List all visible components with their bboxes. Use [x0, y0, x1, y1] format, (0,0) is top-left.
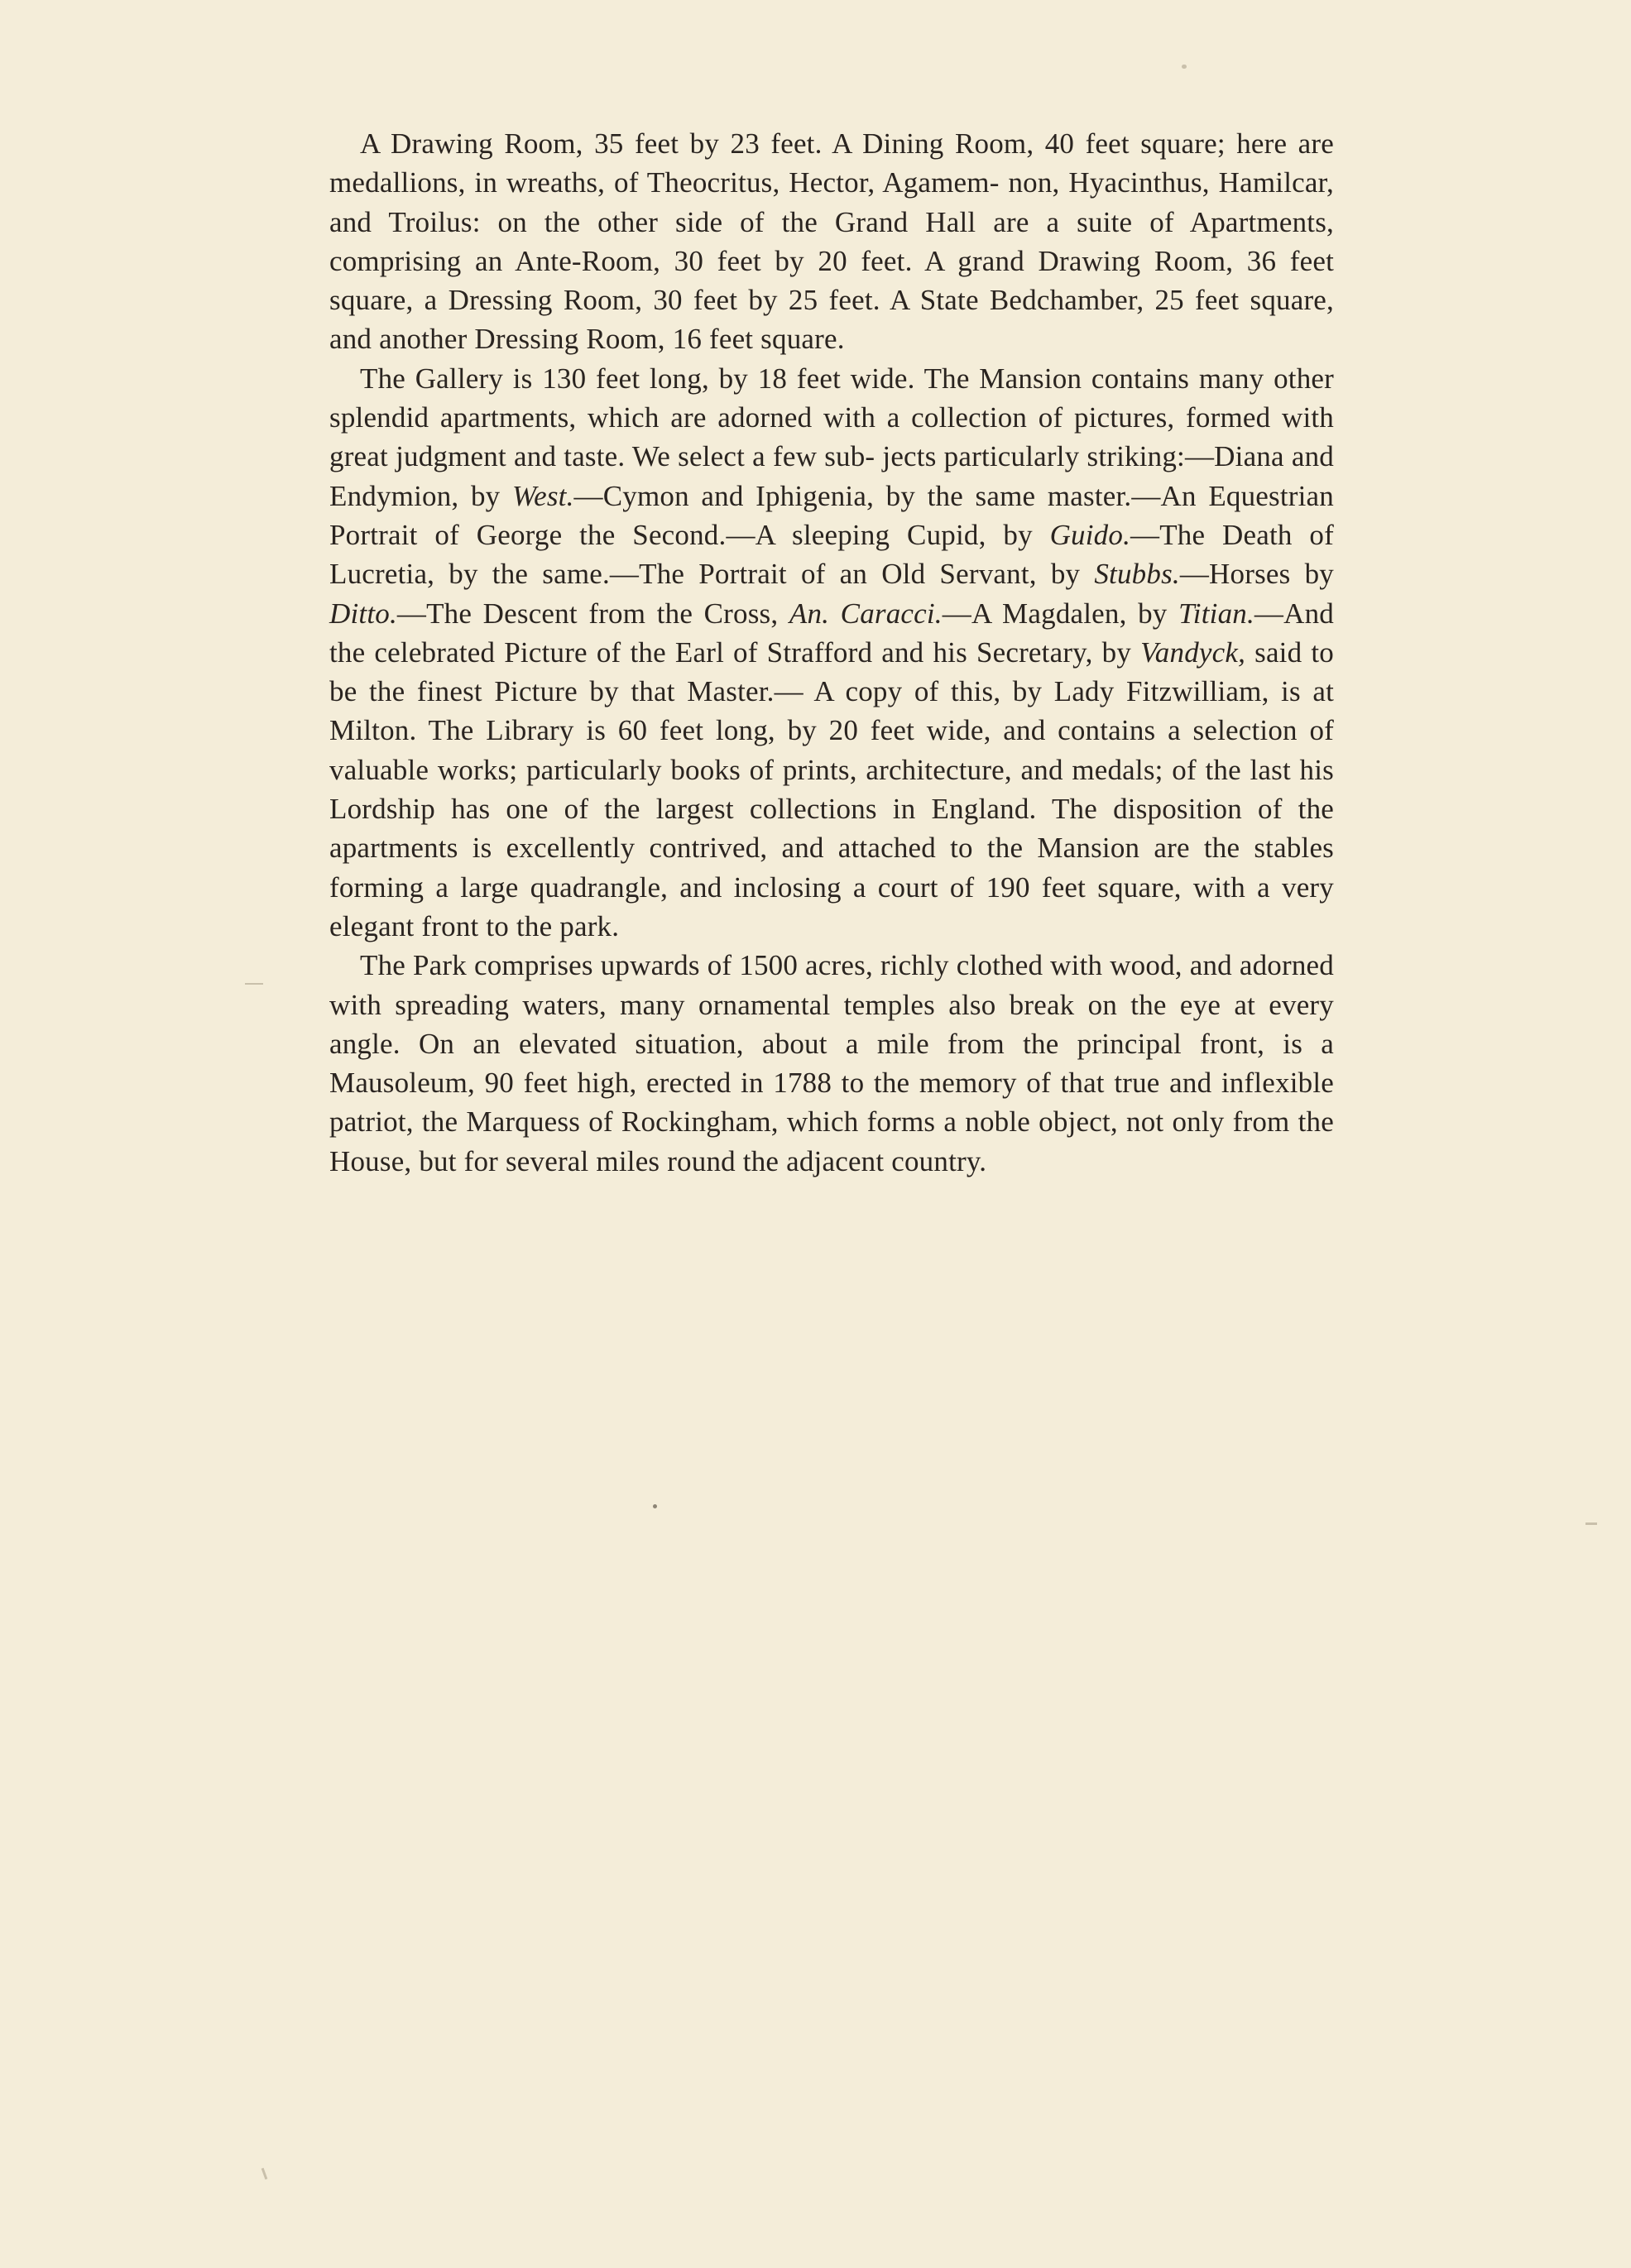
italic-name: West. [511, 479, 574, 512]
body-text [329, 124, 1334, 1181]
italic-name: Vandyck, [1140, 635, 1246, 669]
text-run: —The Death of Lucretia, by the same.—The Portrait of an Old Servant, by [329, 518, 1334, 591]
italic-name: Ditto. [329, 597, 397, 630]
text-run: —The Descent from the Cross, [396, 597, 789, 630]
paper-speck [653, 1504, 657, 1508]
italic-name: Titian. [1178, 597, 1254, 630]
text-run: The Gallery is 130 feet long, by 18 feet wide. The Mansion contains many other splendid apartments, which are adorned with a collection of pictures, formed with great judgment and taste. We select a few sub- jects particularly striking:—Diana and Endymion, by [329, 362, 1334, 512]
text-run: —A Magdalen, by [942, 597, 1179, 630]
text-run: A Drawing Room, 35 feet by 23 feet. A Dining Room, 40 feet square; here are medallions, in wreaths, of Theocritus, Hector, Agamem- non, Hyacinthus, Hamilcar, and Troilus: on the other side of the Grand Hall are a suite of Apartments, comprising an Ante-Room, 30 feet by 20 feet. A grand Drawing Room, 36 feet square, a Dressing Room, 30 feet by 25 feet. A State Bedchamber, 25 feet square, and another Dressing Room, 16 feet square. [329, 127, 1334, 356]
paper-speck [261, 2168, 268, 2179]
paper-speck [1585, 1522, 1597, 1525]
text-run: —Horses by [1179, 558, 1334, 591]
paragraph-rooms [329, 124, 1334, 359]
italic-name: Guido. [1049, 518, 1131, 551]
italic-name: Stubbs. [1094, 558, 1180, 591]
paragraph-gallery [329, 359, 1334, 946]
italic-name: An. Caracci. [789, 597, 943, 630]
paper-speck [1182, 65, 1187, 69]
text-run: The Park comprises upwards of 1500 acres, richly clothed with wood, and adorned with spreading waters, many ornamental temples also break on the eye at every angle. On an elevated situation, about a mile from the principal front, is a Mausoleum, 90 feet high, erected in 1788 to the memory of that true and inflexible patriot, the Marquess of Rockingham, which forms a noble object, not only from the House, but for several miles round the adjacent country. [329, 949, 1334, 1177]
text-run: said to be the finest Picture by that Master.— A copy of this, by Lady Fitzwilliam, is at Milton. The Library is 60 feet long, by 20 feet wide, and contains a selection of valuable works; particularly books of prints, architecture, and medals; of the last his Lordship has one of the largest collections in England. The disposition of the apartments is excellently contrived, and attached to the Mansion are the stables forming a large quadrangle, and inclosing a court of 190 feet square, with a very elegant front to the park. [329, 635, 1334, 942]
text-run: —Cymon and Iphigenia, by the same master.—An Equestrian Portrait of George the Second.—A sleeping Cupid, by [329, 479, 1334, 551]
paper-speck [245, 983, 263, 985]
paragraph-park [329, 946, 1334, 1181]
text-run: —And the celebrated Picture of the Earl of Strafford and his Secretary, by [329, 597, 1334, 669]
